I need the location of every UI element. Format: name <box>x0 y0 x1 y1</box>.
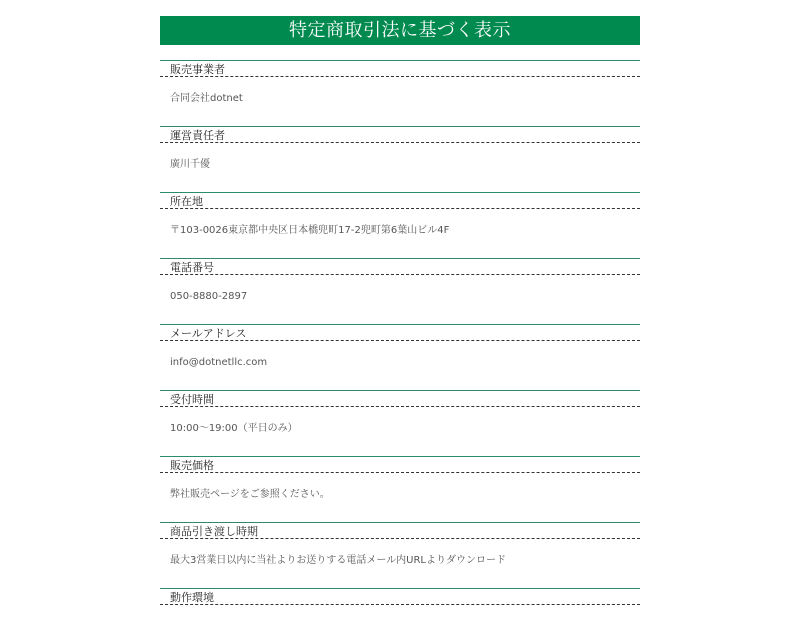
section-header <box>160 192 640 209</box>
section-label: 運営責任者 <box>170 129 225 142</box>
section-phone <box>160 243 640 309</box>
section-label: メールアドレス <box>170 327 247 340</box>
section-hours <box>160 375 640 441</box>
section-label: 販売事業者 <box>170 63 225 76</box>
section-label: 販売価格 <box>170 459 214 472</box>
section-label: 商品引き渡し時期 <box>170 525 258 538</box>
section-value: 合同会社dotnet <box>170 93 243 104</box>
section-label: 電話番号 <box>170 261 214 274</box>
section-delivery <box>160 507 640 573</box>
section-label: 所在地 <box>170 195 203 208</box>
section-value: 〒103-0026東京都中央区日本橋兜町17-2兜町第6葉山ビル4F <box>170 225 450 236</box>
section-label: 動作環境 <box>170 591 214 604</box>
section-header <box>160 126 640 143</box>
section-header <box>160 324 640 341</box>
section-header <box>160 60 640 77</box>
section-price <box>160 441 640 507</box>
section-header <box>160 390 640 407</box>
section-header <box>160 456 640 473</box>
section-value: 050-8880-2897 <box>170 291 248 302</box>
section-value: 10:00〜19:00（平日のみ） <box>170 423 298 434</box>
section-value: 弊社販売ページをご参照ください。 <box>170 489 330 500</box>
section-email <box>160 309 640 375</box>
disclosure-container <box>160 16 640 639</box>
section-header <box>160 522 640 539</box>
section-address <box>160 177 640 243</box>
section-header <box>160 588 640 605</box>
section-environment <box>160 573 640 639</box>
section-label: 受付時間 <box>170 393 214 406</box>
section-value: 廣川千優 <box>170 159 210 170</box>
section-header <box>160 258 640 275</box>
section-manager <box>160 111 640 177</box>
section-value: 最大3営業日以内に当社よりお送りする電話メール内URLよりダウンロード <box>170 555 507 566</box>
section-value: info@dotnetllc.com <box>170 357 268 368</box>
page-title: 特定商取引法に基づく表示 <box>160 16 640 45</box>
section-seller <box>160 45 640 111</box>
